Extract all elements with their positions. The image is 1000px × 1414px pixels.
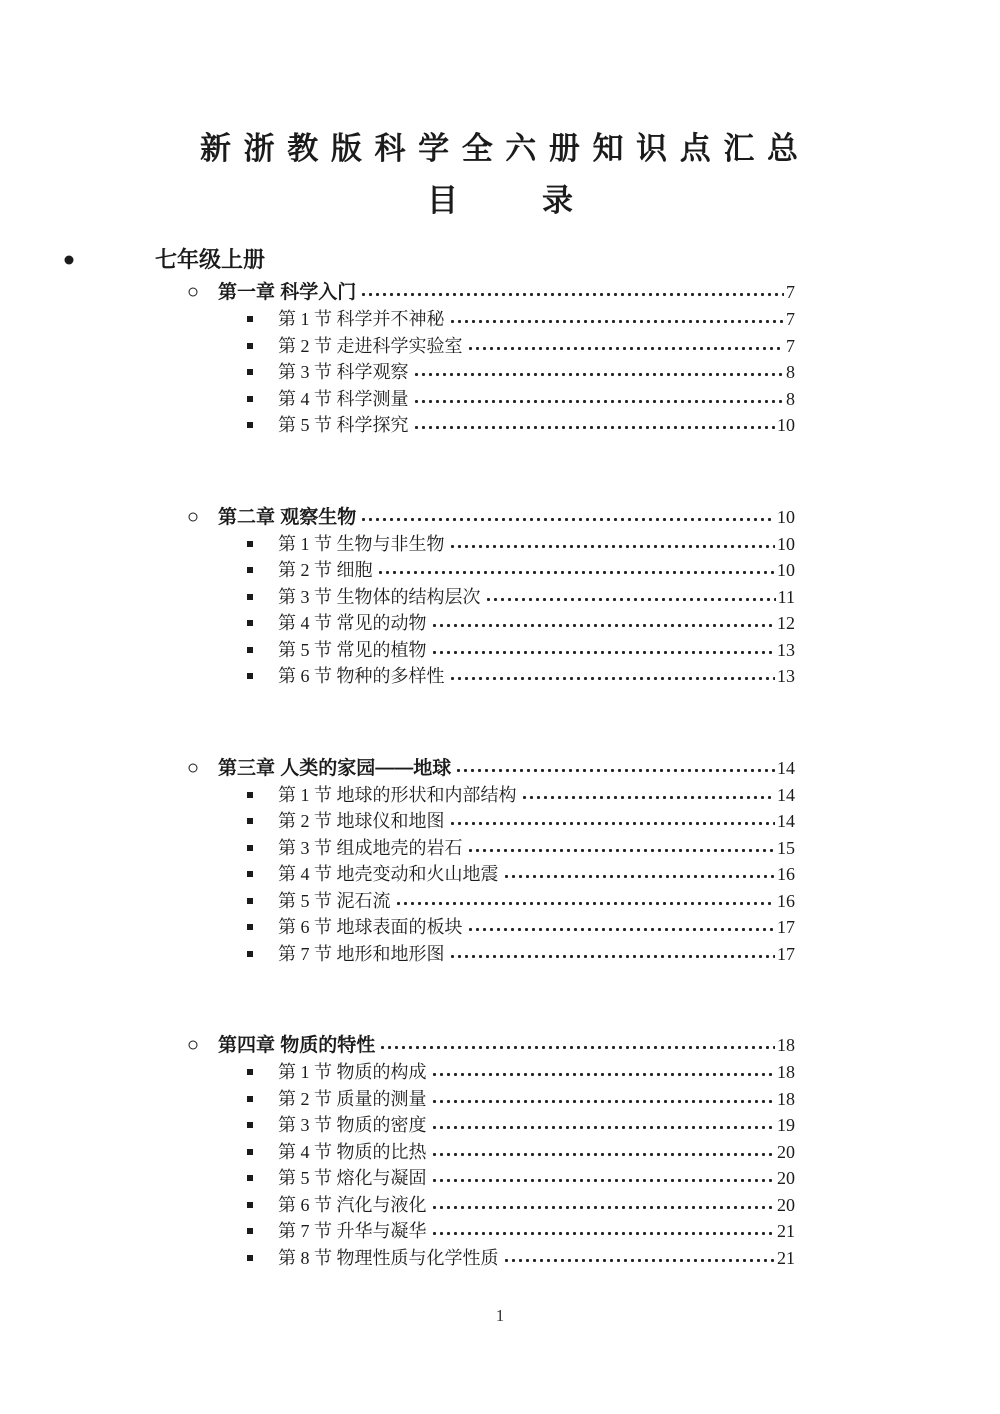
section-row <box>0 808 795 835</box>
dot-leader <box>395 888 776 915</box>
section-label: 第 4 节 科学测量 <box>278 388 409 409</box>
square-bullet-icon <box>247 845 253 851</box>
chapter-page-number: 18 <box>777 1035 795 1055</box>
square-bullet-icon <box>247 951 253 957</box>
section-label: 第 6 节 物种的多样性 <box>278 666 445 686</box>
dot-leader <box>521 782 776 809</box>
dot-leader <box>449 306 785 333</box>
dot-leader <box>431 1192 776 1219</box>
section-row <box>0 888 795 915</box>
section-label: 第 1 节 地球的形状和内部结构 <box>278 784 517 805</box>
square-bullet-icon <box>247 541 253 547</box>
square-bullet-icon <box>247 792 253 798</box>
dot-leader <box>431 1139 776 1166</box>
volume-item <box>0 246 795 274</box>
section-label: 第 3 节 生物体的结构层次 <box>278 586 481 607</box>
square-bullet-icon <box>247 1228 253 1234</box>
chapter-row <box>0 754 795 782</box>
chapter-page-number: 14 <box>777 757 795 778</box>
volume-label: 七年级上册 <box>155 247 266 272</box>
section-row <box>0 1192 795 1219</box>
dot-leader <box>449 663 776 690</box>
section-label: 第 7 节 升华与凝华 <box>278 1221 427 1241</box>
section-label: 第 4 节 常见的动物 <box>278 613 427 633</box>
document-title: 新 浙 教 版 科 学 全 六 册 知 识 点 汇 总 <box>200 131 800 166</box>
section-row <box>0 306 795 333</box>
dot-leader <box>467 914 776 941</box>
circle-bullet-icon <box>189 763 198 772</box>
chapter-label: 第二章 观察生物 <box>218 506 357 528</box>
section-label: 第 7 节 地形和地形图 <box>278 943 445 964</box>
section-label: 第 6 节 汽化与液化 <box>278 1194 427 1215</box>
square-bullet-icon <box>247 422 253 428</box>
section-page-number: 10 <box>777 560 795 580</box>
section-label: 第 3 节 组成地壳的岩石 <box>278 837 463 858</box>
dot-leader <box>431 1086 776 1113</box>
dot-leader <box>455 754 775 782</box>
chapter-row <box>0 503 795 531</box>
dot-leader <box>431 1059 776 1086</box>
section-row <box>0 1059 795 1086</box>
section-label: 第 2 节 地球仪和地图 <box>278 811 445 831</box>
section-label: 第 2 节 细胞 <box>278 560 373 580</box>
circle-bullet-icon <box>189 288 198 297</box>
section-page-number: 20 <box>777 1141 795 1162</box>
section-row <box>0 359 795 386</box>
section-row <box>0 1139 795 1166</box>
section-page-number: 19 <box>777 1115 795 1135</box>
chapter-block <box>0 503 795 690</box>
section-page-number: 18 <box>777 1088 795 1109</box>
section-row <box>0 782 795 809</box>
dot-leader <box>379 1031 775 1059</box>
disc-bullet-icon <box>65 256 74 265</box>
section-page-number: 17 <box>777 943 795 964</box>
chapter-label: 第四章 物质的特性 <box>218 1035 376 1056</box>
toc <box>0 246 1000 1271</box>
toc-heading-char-left: 目 <box>427 183 458 218</box>
section-row <box>0 1112 795 1139</box>
circle-bullet-icon <box>189 1041 198 1050</box>
section-page-number: 12 <box>777 613 795 633</box>
square-bullet-icon <box>247 898 253 904</box>
section-label: 第 1 节 生物与非生物 <box>278 533 445 554</box>
chapter-page-number: 7 <box>786 282 795 302</box>
chapter-page-number: 10 <box>777 506 795 527</box>
section-label: 第 3 节 物质的密度 <box>278 1115 427 1135</box>
section-row <box>0 1218 795 1245</box>
section-page-number: 10 <box>777 415 795 435</box>
section-page-number: 7 <box>786 335 795 356</box>
section-row <box>0 941 795 968</box>
dot-leader <box>360 278 784 306</box>
section-label: 第 2 节 走进科学实验室 <box>278 335 463 356</box>
section-page-number: 16 <box>777 864 795 884</box>
dot-leader <box>503 861 776 888</box>
section-label: 第 1 节 物质的构成 <box>278 1062 427 1082</box>
dot-leader <box>431 1218 776 1245</box>
dot-leader <box>413 386 785 413</box>
dot-leader <box>377 557 776 584</box>
square-bullet-icon <box>247 1122 253 1128</box>
section-row <box>0 333 795 360</box>
section-row <box>0 1245 795 1272</box>
square-bullet-icon <box>247 818 253 824</box>
section-label: 第 5 节 熔化与凝固 <box>278 1168 427 1188</box>
section-page-number: 13 <box>777 639 795 660</box>
section-row <box>0 1086 795 1113</box>
section-page-number: 13 <box>777 666 795 686</box>
toc-heading-char-right: 录 <box>542 183 573 218</box>
square-bullet-icon <box>247 1202 253 1208</box>
section-label: 第 8 节 物理性质与化学性质 <box>278 1247 499 1268</box>
square-bullet-icon <box>247 1255 253 1261</box>
dot-leader <box>467 333 785 360</box>
chapter-label: 第一章 科学入门 <box>218 282 357 303</box>
square-bullet-icon <box>247 594 253 600</box>
square-bullet-icon <box>247 567 253 573</box>
section-row <box>0 531 795 558</box>
dot-leader <box>485 584 776 611</box>
dot-leader <box>431 1112 776 1139</box>
dot-leader <box>449 941 776 968</box>
section-row <box>0 584 795 611</box>
circle-bullet-icon <box>189 512 198 521</box>
section-page-number: 16 <box>777 890 795 911</box>
toc-heading <box>0 182 1000 220</box>
section-page-number: 15 <box>777 837 795 858</box>
section-row <box>0 1165 795 1192</box>
section-page-number: 14 <box>777 784 795 805</box>
dot-leader <box>431 1165 776 1192</box>
square-bullet-icon <box>247 1096 253 1102</box>
section-label: 第 5 节 常见的植物 <box>278 639 427 660</box>
chapter-block <box>0 1031 795 1271</box>
section-label: 第 1 节 科学并不神秘 <box>278 309 445 329</box>
section-label: 第 5 节 泥石流 <box>278 890 391 911</box>
dot-leader <box>431 610 776 637</box>
section-row <box>0 861 795 888</box>
square-bullet-icon <box>247 924 253 930</box>
square-bullet-icon <box>247 673 253 679</box>
section-label: 第 4 节 物质的比热 <box>278 1141 427 1162</box>
section-page-number: 14 <box>777 811 795 831</box>
dot-leader <box>413 359 785 386</box>
section-row <box>0 637 795 664</box>
section-label: 第 2 节 质量的测量 <box>278 1088 427 1109</box>
dot-leader <box>503 1245 776 1272</box>
section-row <box>0 610 795 637</box>
dot-leader <box>431 637 776 664</box>
section-page-number: 21 <box>777 1221 795 1241</box>
chapter-label: 第三章 人类的家园——地球 <box>218 757 452 779</box>
section-row <box>0 386 795 413</box>
section-row <box>0 663 795 690</box>
section-page-number: 11 <box>777 586 795 607</box>
square-bullet-icon <box>247 369 253 375</box>
square-bullet-icon <box>247 343 253 349</box>
section-page-number: 10 <box>777 533 795 554</box>
square-bullet-icon <box>247 316 253 322</box>
square-bullet-icon <box>247 647 253 653</box>
square-bullet-icon <box>247 1149 253 1155</box>
chapter-row <box>0 1031 795 1059</box>
section-row <box>0 412 795 439</box>
dot-leader <box>449 808 776 835</box>
section-page-number: 21 <box>777 1247 795 1268</box>
square-bullet-icon <box>247 871 253 877</box>
section-page-number: 17 <box>777 917 795 937</box>
section-page-number: 8 <box>786 362 795 382</box>
footer-page-number: 1 <box>495 1306 505 1325</box>
square-bullet-icon <box>247 396 253 402</box>
chapter-row <box>0 278 795 306</box>
chapter-block <box>0 754 795 968</box>
section-page-number: 8 <box>786 388 795 409</box>
section-page-number: 18 <box>777 1062 795 1082</box>
section-row <box>0 835 795 862</box>
section-page-number: 20 <box>777 1168 795 1188</box>
dot-leader <box>360 503 775 531</box>
dot-leader <box>467 835 776 862</box>
chapter-block <box>0 278 795 439</box>
square-bullet-icon <box>247 1069 253 1075</box>
section-label: 第 4 节 地壳变动和火山地震 <box>278 864 499 884</box>
square-bullet-icon <box>247 620 253 626</box>
section-label: 第 3 节 科学观察 <box>278 362 409 382</box>
dot-leader <box>413 412 776 439</box>
dot-leader <box>449 531 776 558</box>
section-label: 第 6 节 地球表面的板块 <box>278 917 463 937</box>
section-page-number: 7 <box>786 309 795 329</box>
section-row <box>0 914 795 941</box>
section-row <box>0 557 795 584</box>
square-bullet-icon <box>247 1175 253 1181</box>
section-page-number: 20 <box>777 1194 795 1215</box>
section-label: 第 5 节 科学探究 <box>278 415 409 435</box>
